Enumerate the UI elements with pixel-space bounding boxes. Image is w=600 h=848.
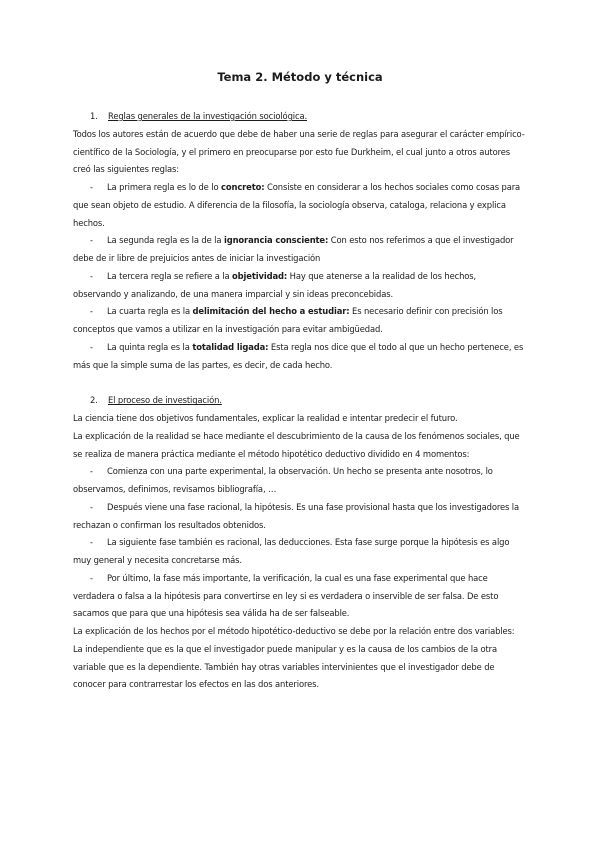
bullet-text: Después viene una fase racional, la hipótesis. Es una fase provisional hasta que los investigadores la rechazan o confirman los resultados obtenidos. [73,501,519,530]
section-2-heading [73,392,525,410]
bullet-text: La tercera regla se refiere a la [107,270,233,281]
phase-bullet-3: - La siguiente fase también es racional, las deducciones. Esta fase surge porque la hipótesis es algo muy general y necesita concretarse más. [73,537,510,565]
phase-bullet-1: - Comienza con una parte experimental, la observación. Un hecho se presenta ante nosotros, lo observamos, definimos, revisamos bibliografía, … [73,466,493,494]
section-1-intro: Todos los autores están de acuerdo que debe de haber una serie de reglas para asegurar el carácter empírico-científico de la Sociología, y el primero en preocuparse por esto fue Durkheim, el cual junto a otros autores creó las siguientes reglas: [73,128,525,175]
bullet-text: Hay que atenerse a la realidad de los hechos, observando y analizando, de una manera imparcial y sin ideas preconcebidas. [73,270,477,299]
section-2-closing: La explicación de los hechos por el método hipotético-deductivo se debe por la relación entre dos variables: La independiente que es la que el investigador puede manipular y es la causa de los cambios de la otra variable que es la dependiente. También hay otras variables intervinientes que el investigador debe de conocer para contrarrestar los efectos en las dos anteriores. [73,626,515,690]
section-2-heading-text: El proceso de investigación. [108,395,222,406]
bullet-text: Es necesario definir con precisión los conceptos que vamos a utilizar en la investigación para evitar ambigüedad. [73,306,503,334]
section-2-intro-2: La explicación de la realidad se hace mediante el descubrimiento de la causa de los fenómenos sociales, que se realiza de manera práctica mediante el método hipotético deductivo dividido en 4 momentos: [73,430,520,459]
bullet-text: Por último, la fase más importante, la verificación, la cual es una fase experimental que hace verdadera o falsa a la hipótesis para convertirse en ley si es verdadera o inservible de ser falsa. De esto sacamos que para que una hipótesis sea válida ha de ser falseable. [73,572,499,619]
section-1-heading-text: Reglas generales de la investigación sociológica. [108,111,308,121]
phase-bullet-2: - Después viene una fase racional, la hipótesis. Es una fase provisional hasta que los investigadores la rechazan o confirman los resultados obtenidos. [73,501,519,530]
page-title: Tema 2. Método y técnica [217,70,383,84]
section-1-heading [73,108,525,126]
bullet-text: La siguiente fase también es racional, las deducciones. Esta fase surge porque la hipótesis es algo muy general y necesita concretarse más. [73,537,510,565]
rule-bullet-5: - La quinta regla es la totalidad ligada: Esta regla nos dice que el todo al que un hecho pertenece, es más que la simple suma de las partes, es decir, de cada hecho. [73,341,524,370]
bullet-text: Esta regla nos dice que el todo al que un hecho pertenece, es más que la simple suma de las partes, es decir, de cada hecho. [73,341,524,370]
rule-bullet-1: - La primera regla es lo de lo concreto: Consiste en considerar a los hechos sociales como cosas para que sean objeto de estudio. A diferencia de la filosofía, la sociología observa, cataloga, relaciona y explica hechos. [73,182,521,228]
bullet-text: La quinta regla es la [107,341,193,352]
bullet-text: La cuarta regla es la [107,306,193,317]
bullet-bold-term: objetividad: [232,270,288,281]
bullet-text: Comienza con una parte experimental, la observación. Un hecho se presenta ante nosotros, lo observamos, definimos, revisamos bibliografía, … [73,466,493,494]
bullet-text: Consiste en considerar a los hechos sociales como cosas para que sean objeto de estudio. A diferencia de la filosofía, la sociología observa, cataloga, relaciona y explica hechos. [73,182,521,228]
document-body [73,108,525,694]
phase-bullet-4: - Por último, la fase más importante, la verificación, la cual es una fase experimental que hace verdadera o falsa a la hipótesis para convertirse en ley si es verdadera o inservible de ser falsa. De esto sacamos que para que una hipótesis sea válida ha de ser falseable. [73,572,499,619]
section-1-number: 1. [90,111,98,121]
rule-bullet-4: - La cuarta regla es la delimitación del hecho a estudiar: Es necesario definir con precisión los conceptos que vamos a utilizar en la investigación para evitar ambigüedad. [73,306,503,334]
bullet-text: Con esto nos referimos a que el investigador debe de ir libre de prejuicios antes de iniciar la investigación [73,235,514,263]
rule-bullet-2: - La segunda regla es la de la ignorancia consciente: Con esto nos referimos a que el investigador debe de ir libre de prejuicios antes de iniciar la investigación [73,235,514,263]
bullet-bold-term: totalidad ligada: [192,341,269,352]
bullet-bold-term: delimitación del hecho a estudiar: [192,306,350,317]
bullet-text: La segunda regla es la de la [107,235,224,246]
section-2-number: 2. [90,395,98,406]
rule-bullet-3: - La tercera regla se refiere a la objetividad: Hay que atenerse a la realidad de los hechos, observando y analizando, de una manera imparcial y sin ideas preconcebidas. [73,270,477,299]
bullet-bold-term: concreto: [221,182,265,192]
bullet-bold-term: ignorancia consciente: [223,235,329,246]
bullet-text: La primera regla es lo de lo [107,182,221,192]
section-gap [73,374,525,392]
section-2-intro-1: La ciencia tiene dos objetivos fundamentales, explicar la realidad e intentar predecir el futuro. [73,413,458,423]
